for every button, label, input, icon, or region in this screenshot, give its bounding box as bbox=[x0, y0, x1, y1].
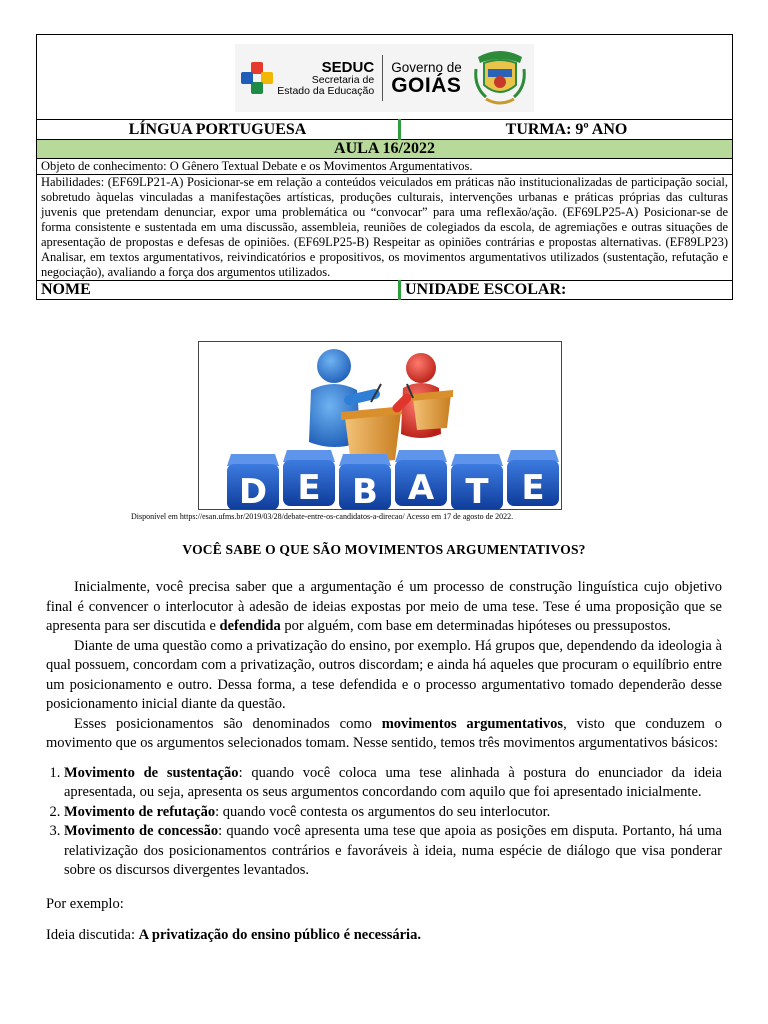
ideia-discutida bbox=[46, 926, 722, 946]
seduc-sub-1: Secretaria de bbox=[311, 73, 375, 86]
paragraph-2: Diante de uma questão como a privatização do ensino, por exemplo. Há grupos que, dependendo da ideologia à qual possuem, concordam com a privatização, outros discordam; e ainda há aqueles que procuram o equilíbrio entre um posicionamento e outro. Dessa forma, a tese defendida e o processo argumentativo tomado dependerão desse posicionamento inicial diante da questão. bbox=[46, 637, 722, 712]
list-text: : quando você contesta os argumentos do seu interlocutor. bbox=[215, 803, 551, 820]
habilidades-text: (EF69LP21-A) Posicionar-se em relação a conteúdos veiculados em práticas não institucionalizadas de participação social, sobretudo àquelas vinculadas a manifestações artísticas, produções culturais, intervenções urbanas e práticas próprias das culturas juvenis que pretendam denunciar, expor uma problemática ou “convocar” para uma reflexão/ação. (EF69LP25-A) Posicionar-se de forma consistente e sustentada em uma discussão, assembleia, reuniões de colegiados da escola, de agremiações e outras situações de apresentação de propostas e defesas de opiniões. (EF69LP25-B) Respeitar as opiniões contrárias e propostas alternativas. (EF89LP23) Analisar, em textos argumentativos, reivindicatórios e propositivos, os movimentos argumentativos utilizados (sustentação, refutação e negociação), avaliando a força dos argumentos utilizados. bbox=[41, 175, 729, 279]
ideia-label: Ideia discutida: bbox=[46, 927, 139, 943]
paragraph-3 bbox=[46, 715, 722, 754]
paragraph-1 bbox=[46, 578, 722, 637]
die-letter: T bbox=[465, 472, 489, 509]
objeto-conhecimento: Objeto de conhecimento: O Gênero Textual Debate e os Movimentos Argumentativos. bbox=[37, 159, 733, 175]
goias-crest-icon bbox=[472, 47, 528, 109]
p3-bold: movimentos argumentativos bbox=[381, 715, 564, 732]
logo-cell bbox=[37, 35, 733, 120]
seduc-sub-2: Estado da Educação bbox=[277, 84, 375, 97]
list-term: Movimento de sustentação bbox=[64, 764, 239, 781]
section-question: VOCÊ SABE O QUE SÃO MOVIMENTOS ARGUMENTATIVOS? bbox=[182, 542, 586, 557]
seduc-goias-logo bbox=[235, 44, 533, 112]
list-text: : quando você apresenta uma tese que apoia as posições em disputa. Portanto, há uma relativização dos posicionamentos contrários e favoráveis à ideia, numa espécie de diálogo que visa ponderar sobre os discursos divergentes levantados. bbox=[64, 823, 722, 878]
list-term: Movimento de refutação bbox=[64, 803, 216, 820]
unidade-escolar-field[interactable]: UNIDADE ESCOLAR: bbox=[400, 281, 733, 300]
die-letter: B bbox=[352, 472, 378, 509]
p3-text-a: Esses posicionamentos são denominados como bbox=[74, 715, 382, 732]
worksheet-header bbox=[36, 34, 732, 300]
governo-line2: GOIÁS bbox=[391, 73, 462, 97]
header-table bbox=[36, 34, 733, 300]
p1-bold: defendida bbox=[219, 618, 281, 634]
die-letter: E bbox=[521, 468, 545, 508]
habilidades bbox=[37, 175, 733, 281]
exemplo-label: Por exemplo: bbox=[46, 895, 124, 912]
p1-text-b: por alguém, com base em determinadas hipóteses ou pressupostos. bbox=[280, 618, 671, 634]
die-letter: D bbox=[238, 472, 268, 509]
p1-text-a: Inicialmente, você precisa saber que a argumentação é um processo de construção linguística cujo objetivo final é convencer o interlocutor à adesão de ideias expostas por meio de uma tese. Tese é uma proposição que se apresenta para ser discutida e bbox=[46, 579, 722, 634]
seduc-mark-icon bbox=[241, 62, 273, 94]
seduc-title: SEDUC bbox=[321, 58, 375, 76]
turma-label: TURMA: 9º ANO bbox=[400, 120, 733, 140]
p3-text-b: , visto que conduzem o movimento que os argumentos selecionados tomam. Nesse sentido, temos três movimentos argumentativos básicos: bbox=[46, 715, 722, 751]
movements-list bbox=[46, 764, 722, 881]
list-text: : quando você coloca uma tese alinhada à postura do enunciador da ideia apresentada, ou seja, apresenta os seus argumentos concordando com aquilo que foi apresentado inicialmente. bbox=[64, 764, 722, 800]
list-item bbox=[64, 803, 722, 823]
list-term: Movimento de concessão bbox=[64, 823, 219, 839]
habilidades-label: Habilidades: bbox=[41, 175, 105, 189]
list-item bbox=[64, 822, 722, 881]
list-item bbox=[64, 764, 722, 803]
body-text bbox=[46, 578, 722, 946]
governo-line1: Governo de bbox=[391, 59, 462, 75]
nome-field[interactable]: NOME bbox=[37, 281, 400, 300]
die-letter: E bbox=[297, 468, 321, 508]
debate-illustration bbox=[198, 341, 562, 510]
subject-label: LÍNGUA PORTUGUESA bbox=[37, 120, 400, 140]
debate-illustration-svg bbox=[199, 342, 561, 509]
image-credit: Disponível em https://esan.ufms.br/2019/03/28/debate-entre-os-candidatos-a-direcao/ Acesso em 17 de agosto de 2022. bbox=[131, 512, 514, 521]
ideia-bold: A privatização do ensino público é necessária. bbox=[138, 927, 421, 943]
logo-divider bbox=[382, 55, 383, 101]
die-letter: A bbox=[407, 468, 435, 508]
aula-label: AULA 16/2022 bbox=[37, 140, 733, 159]
